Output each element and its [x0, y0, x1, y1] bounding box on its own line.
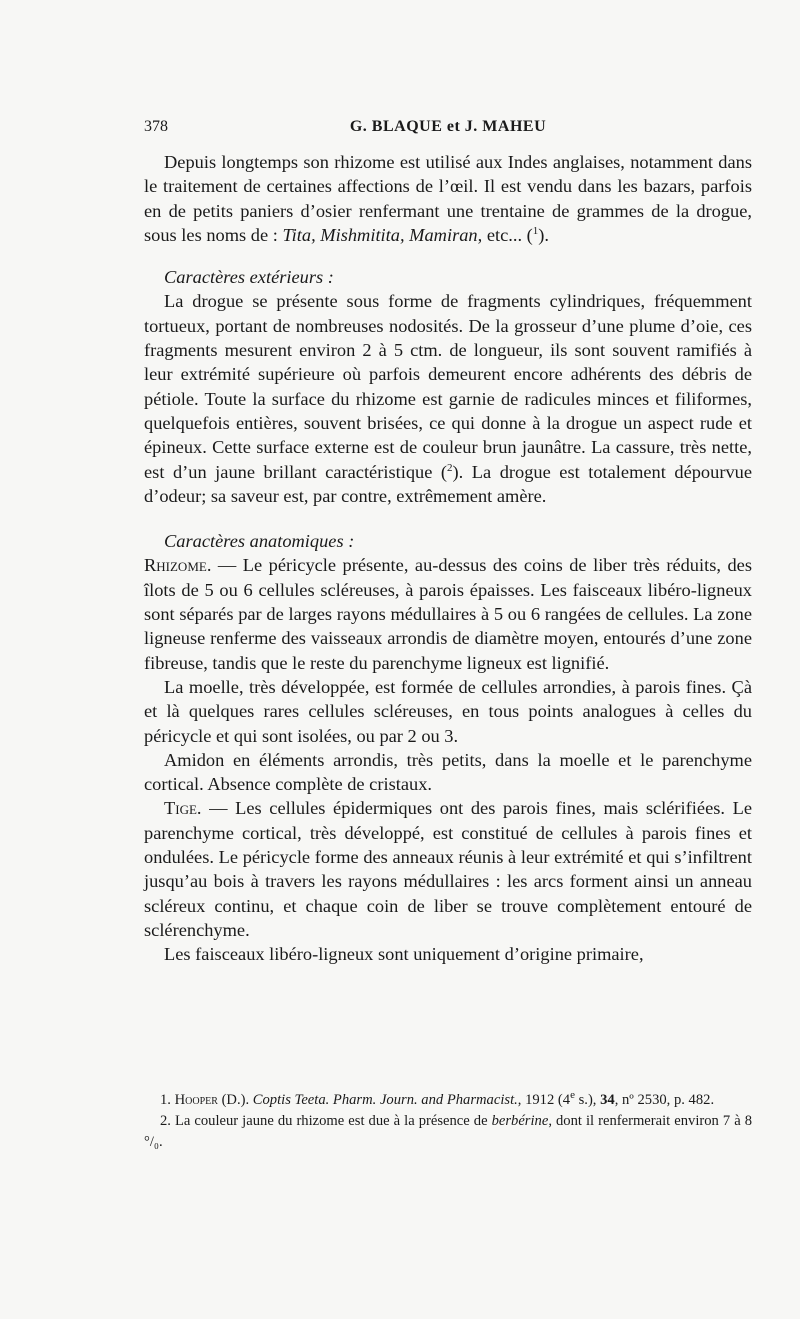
paragraph-exterior: La drogue se présente sous forme de fragments cylindriques, fréquemment tortueux, portant de nombreuses nodosités. De la grosseur d’une plume d’oie, ces fragments mesurent environ 2 à 5 ctm. de longueur, ils sont souvent ramifiés à leur extrémité supérieure où parfois demeurent encore adhérents des débris de pétiole. Toute la surface du rhizome est garnie de radicules minces et filiformes, quelquefois entières, souvent brisées, ce qui donne à la drogue un aspect rude et épineux. Cette surface externe est de couleur brun jaunâtre. La cassure, très nette, est d’un jaune brillant caractéristique ($^2$). La drogue est totalement dépourvue d’odeur; sa saveur est, par contre, extrêmement amère.	[144, 291, 752, 506]
footnote-ref-1: 1	[532, 224, 539, 237]
page-header	[144, 112, 752, 140]
section-heading-anatomy: Caractères anatomiques :	[164, 531, 355, 552]
footnote-1: 1. Hooper (D.). Coptis Teeta. Pharm. Journ. and Pharmacist., 1912 (4e s.), 34, nº 2530, p. 482.	[160, 1089, 715, 1108]
paragraph-starch: Amidon en éléments arrondis, très petits, dans la moelle et le parenchyme cortical. Absence complète de cristaux.	[144, 749, 752, 795]
paragraph-stem: Tige. — Les cellules épidermiques ont des parois fines, mais sclérifiées. Le parenchyme cortical, très développé, est constitué de cellules à parois fines et ondulées. Le péricycle forme des anneaux réunis à leur extrémité et qui s’infiltrent jusqu’au bois à travers les rayons médullaires : les arcs forment ainsi un anneau scléreux continu, et chaque coin de liber se trouve complètement entouré de sclérenchyme.	[144, 798, 752, 940]
paragraph-bundles: Les faisceaux libéro-ligneux sont uniquement d’origine primaire,	[164, 944, 644, 965]
page-number: 378	[144, 118, 168, 135]
rhizome-label: Rhizome.	[144, 555, 212, 576]
section-heading-exterior: Caractères extérieurs :	[164, 267, 334, 288]
plant-names: Tita, Mishmitita, Mamiran,	[282, 224, 483, 245]
footnotes	[144, 1090, 752, 1153]
running-head: G. BLAQUE et J. MAHEU	[349, 118, 547, 135]
body-text	[144, 150, 752, 967]
footnote-2: 2. La couleur jaune du rhizome est due à la présence de berbérine, dont il renfermerait environ 7 à 8 °/₀.	[144, 1113, 752, 1150]
tige-label: Tige.	[164, 798, 202, 819]
paragraph-rhizome: Rhizome. — Le péricycle présente, au-dessus des coins de liber très réduits, des îlots de 5 ou 6 cellules scléreuses, à parois épaisses. Les faisceaux libéro-ligneux sont séparés par de larges rayons médullaires à 5 ou 6 rangées de cellules. La zone ligneuse renferme des vaisseaux arrondis de diamètre moyen, entourés d’une zone fibreuse, tandis que le reste du parenchyme ligneux est lignifié.	[144, 555, 752, 673]
paragraph-intro: Depuis longtemps son rhizome est utilisé aux Indes anglaises, notamment dans le traitement de certaines affections de l’œil. Il est vendu dans les bazars, parfois en de petits paniers d’osier renfermant une trentaine de grammes de la drogue, sous les noms de : Tita, Mishmitita, Mamiran, etc... ($^1$).	[144, 152, 752, 245]
footnote-ref-2: 2	[447, 461, 453, 474]
paragraph-pith: La moelle, très développée, est formée de cellules arrondies, à parois fines. Çà et là quelques rares cellules scléreuses, en tous points analogues à celles du péricycle et qui sont isolées, ou par 2 ou 3.	[144, 676, 752, 746]
